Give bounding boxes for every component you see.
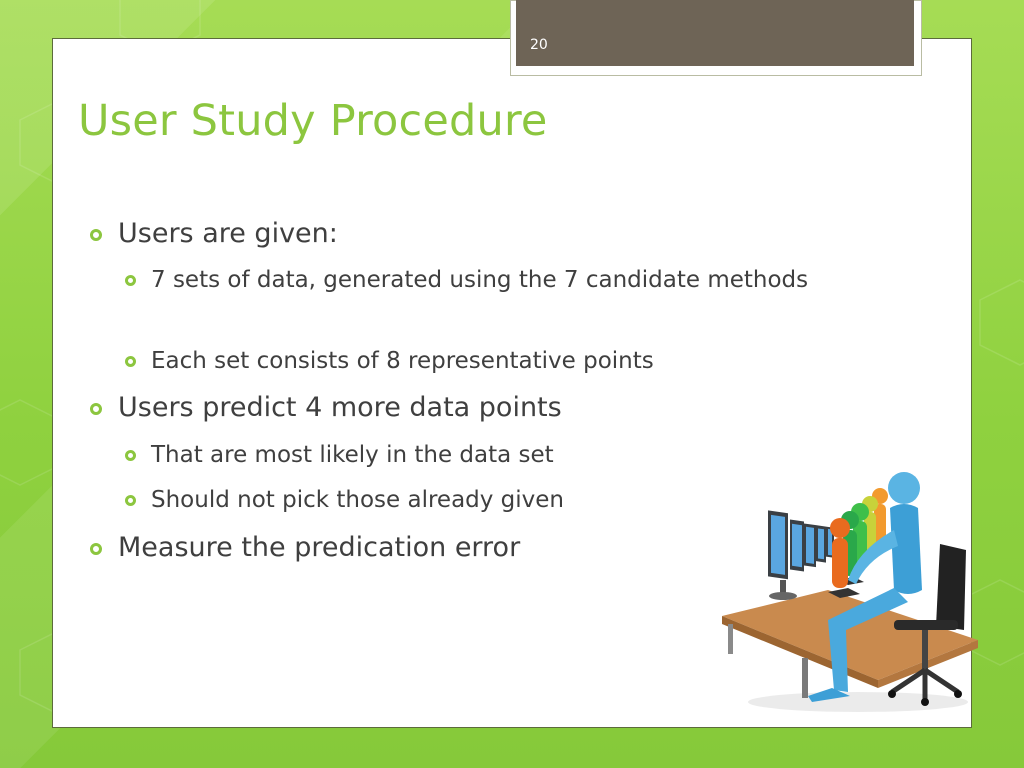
office-computer-users-clipart (708, 470, 978, 718)
bullet-item: Measure the predication error (118, 532, 521, 563)
slide-title: User Study Procedure (78, 96, 548, 146)
bullet-ring-icon (125, 450, 136, 461)
bullet-ring-icon (125, 356, 136, 367)
sub-bullet-item: 7 sets of data, generated using the 7 candidate methods (151, 267, 809, 293)
bullet-ring-icon (90, 403, 102, 415)
bullet-ring-icon (125, 275, 136, 286)
slide-number-tab (516, 0, 914, 66)
sub-bullet-item: Each set consists of 8 representative points (151, 348, 654, 374)
bullet-ring-icon (125, 495, 136, 506)
slide-number: 20 (530, 37, 548, 53)
sub-bullet-item: Should not pick those already given (151, 487, 565, 513)
bullet-ring-icon (90, 543, 102, 555)
bullet-item: Users are given: (118, 218, 338, 249)
bullet-ring-icon (90, 229, 102, 241)
bullet-item: Users predict 4 more data points (118, 392, 562, 423)
sub-bullet-item: That are most likely in the data set (151, 442, 554, 468)
